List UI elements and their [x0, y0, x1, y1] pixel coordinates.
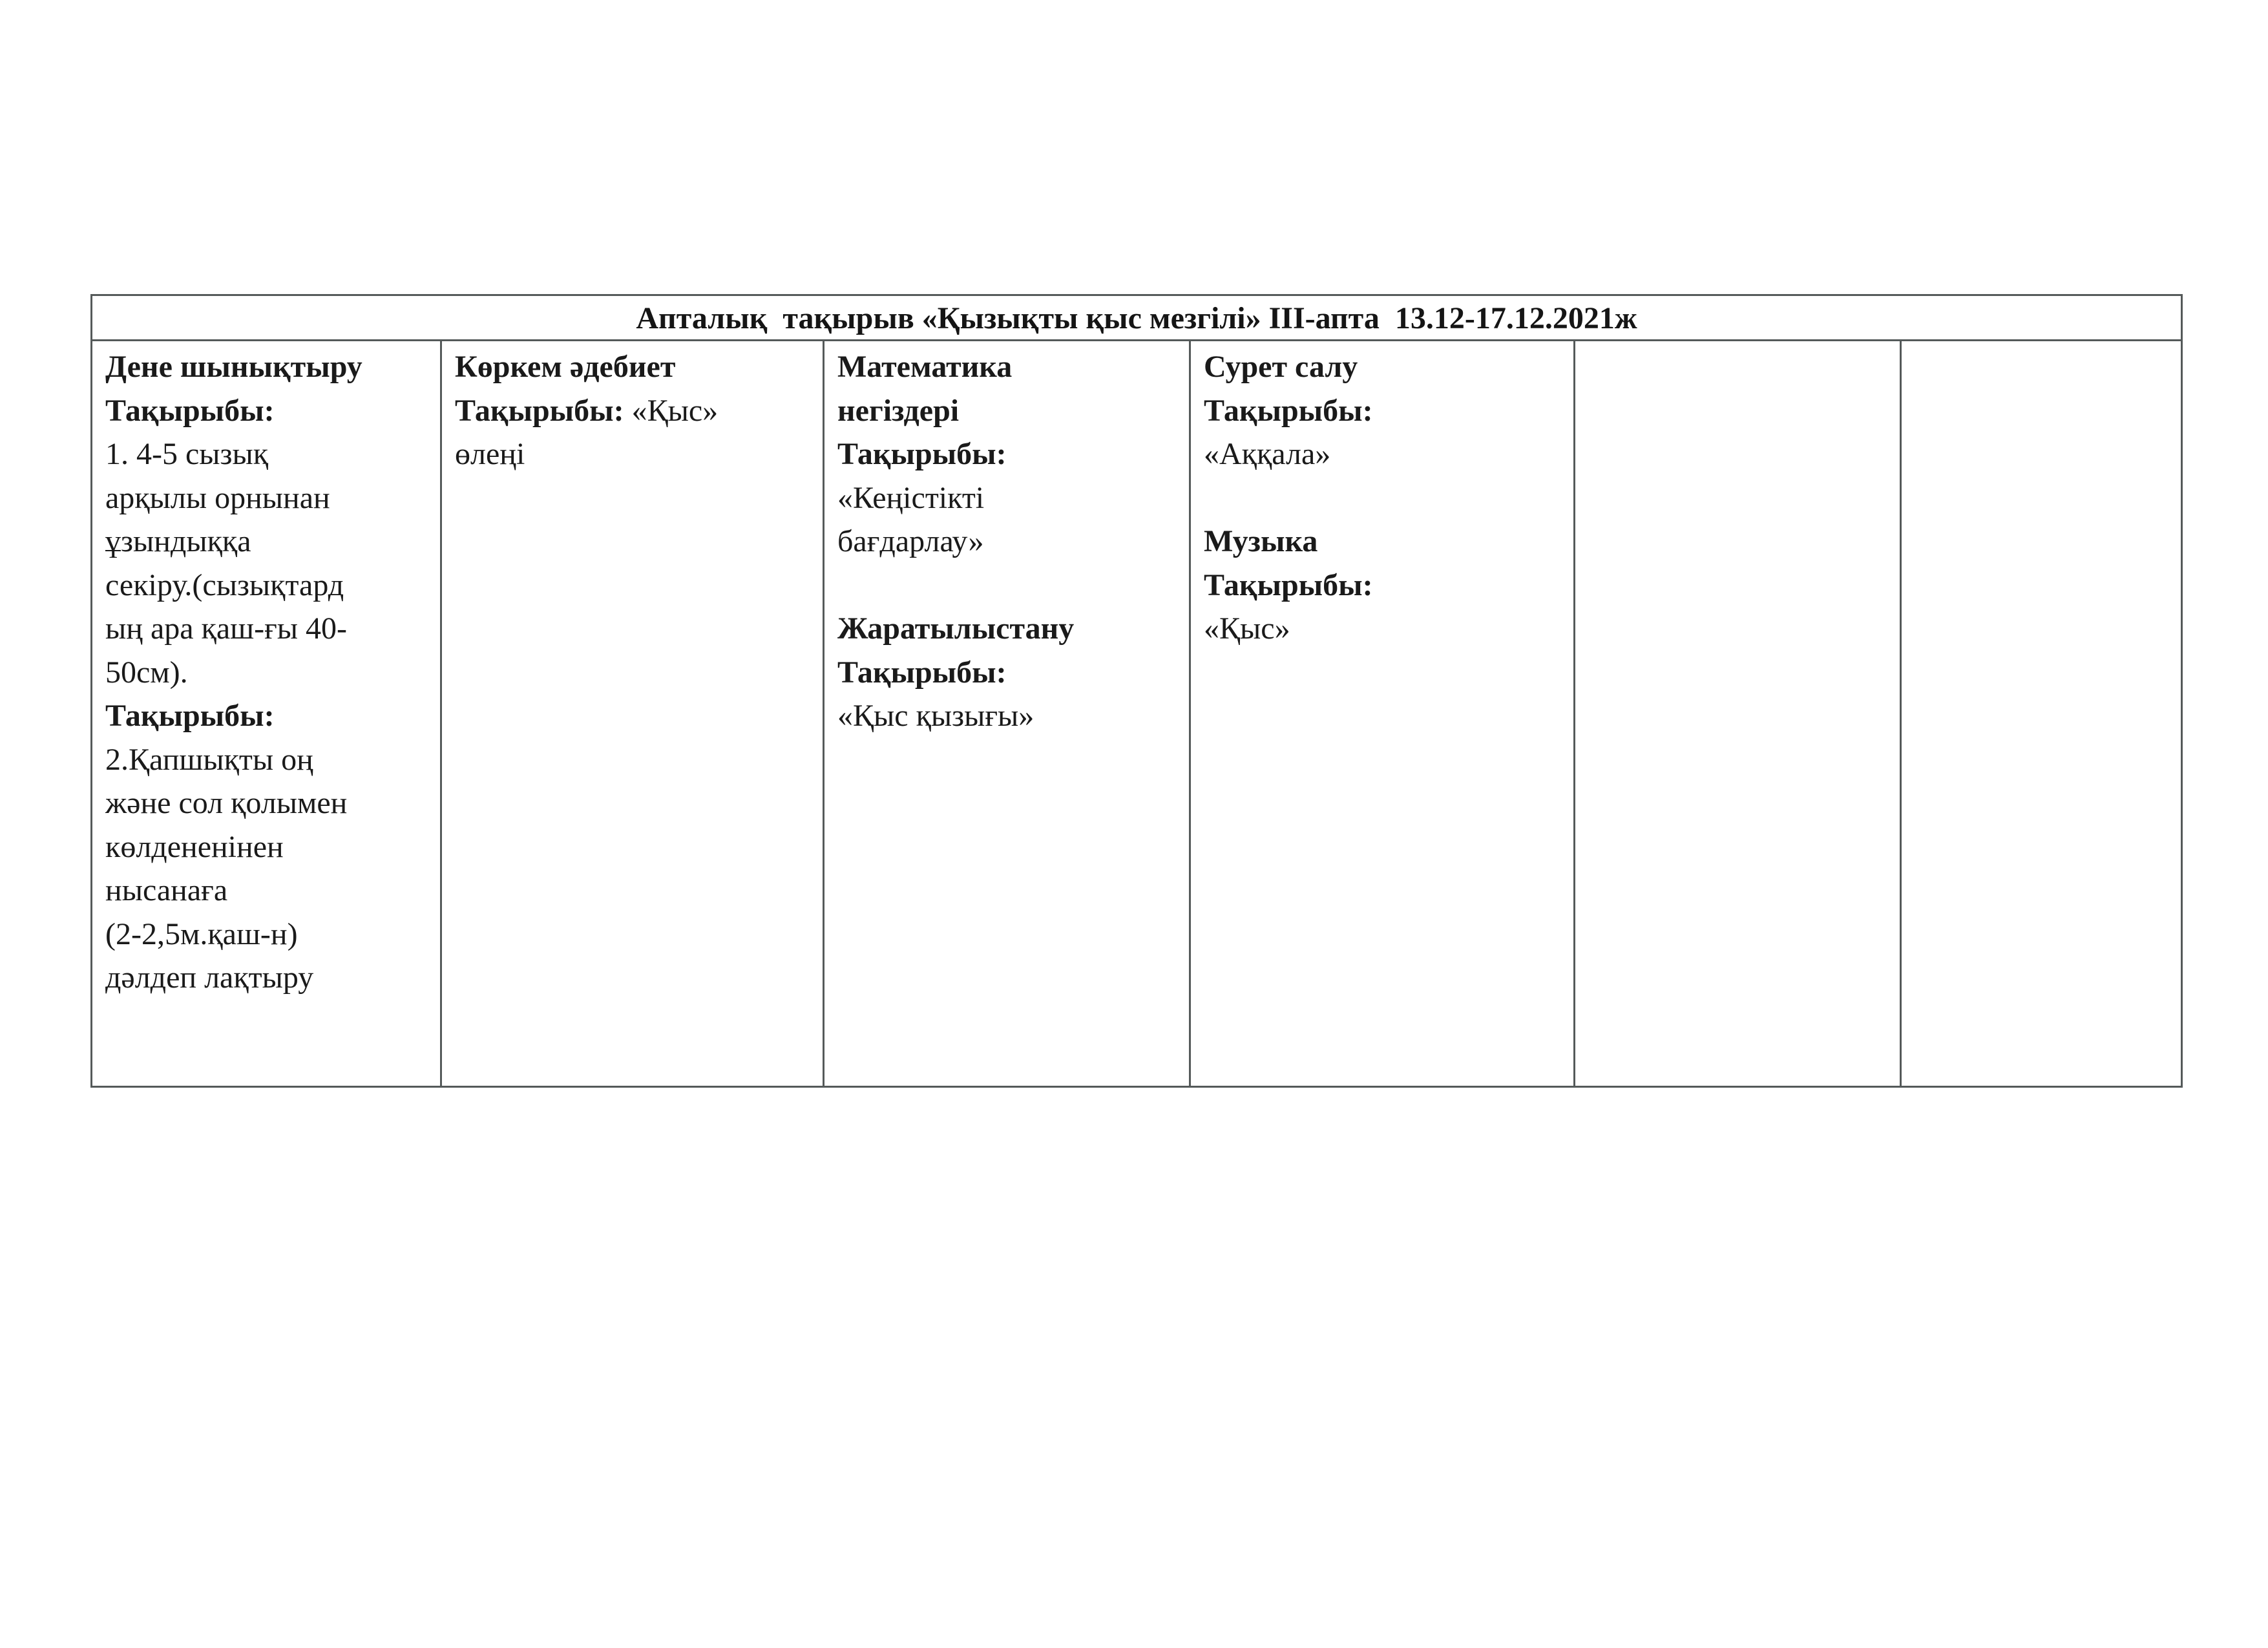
- subject-heading: негіздері: [837, 393, 960, 428]
- subject-heading: Көркем әдебиет: [455, 350, 676, 384]
- subject-heading: Сурет салу: [1204, 350, 1358, 384]
- subject-heading: Дене шынықтыру: [105, 350, 362, 384]
- subject-heading: Музыка: [1204, 524, 1318, 558]
- subject-heading: Математика: [837, 350, 1013, 384]
- topic-text-line: ұзындыққа: [105, 524, 251, 558]
- topic-text-line: және сол қолымен: [105, 786, 348, 820]
- table-body-row: [92, 341, 2181, 1086]
- subject-heading: Жаратылыстану: [837, 611, 1075, 646]
- spacer: [1204, 476, 1573, 520]
- column-literature: [440, 341, 823, 1086]
- topic-text-line: бағдарлау»: [837, 524, 984, 558]
- topic-text-line: ың ара қаш-ғы 40-: [105, 611, 348, 646]
- topic-text-line: «Аққала»: [1204, 437, 1331, 471]
- topic-text-line: 2.Қапшықты оң: [105, 742, 313, 777]
- column-empty: [1900, 341, 2185, 1086]
- column-mathematics-science: [823, 341, 1189, 1086]
- topic-text-line: 1. 4-5 сызық: [105, 437, 269, 471]
- topic-text-line: 50см).: [105, 655, 188, 690]
- topic-text-line: (2-2,5м.қаш-н): [105, 916, 298, 951]
- topic-label: Тақырыбы:: [837, 655, 1007, 690]
- topic-text-line: арқылы орнынан: [105, 480, 330, 515]
- topic-label: Тақырыбы:: [105, 393, 275, 428]
- table-title: Апталық тақырыв «Қызықты қыс мезгілі» ІІІ-апта 13.12-17.12.2021ж: [92, 296, 2181, 341]
- topic-text-line: дәлдеп лақтыру: [105, 960, 314, 995]
- spacer: [837, 564, 1189, 607]
- topic-text-line: «Кеңістікті: [837, 480, 985, 515]
- topic-text-line: секіру.(сызықтард: [105, 567, 344, 602]
- weekly-schedule-table: [90, 294, 2183, 1088]
- column-drawing-music: [1189, 341, 1573, 1086]
- topic-text: «Қыс»: [624, 393, 719, 428]
- topic-text-line: көлдененінен: [105, 829, 284, 864]
- topic-label: Тақырыбы:: [837, 437, 1007, 471]
- column-empty: [1573, 341, 1900, 1086]
- topic-label: Тақырыбы:: [105, 699, 275, 733]
- topic-label: Тақырыбы:: [455, 393, 624, 428]
- topic-text-line: «Қыс қызығы»: [837, 699, 1034, 733]
- topic-label: Тақырыбы:: [1204, 567, 1373, 602]
- column-physical-education: [92, 341, 440, 1086]
- topic-label: Тақырыбы:: [1204, 393, 1373, 428]
- topic-text-line: нысанаға: [105, 873, 228, 907]
- topic-line: [455, 389, 823, 433]
- topic-text-line: «Қыс»: [1204, 611, 1290, 646]
- topic-text-line: өлеңі: [455, 437, 525, 471]
